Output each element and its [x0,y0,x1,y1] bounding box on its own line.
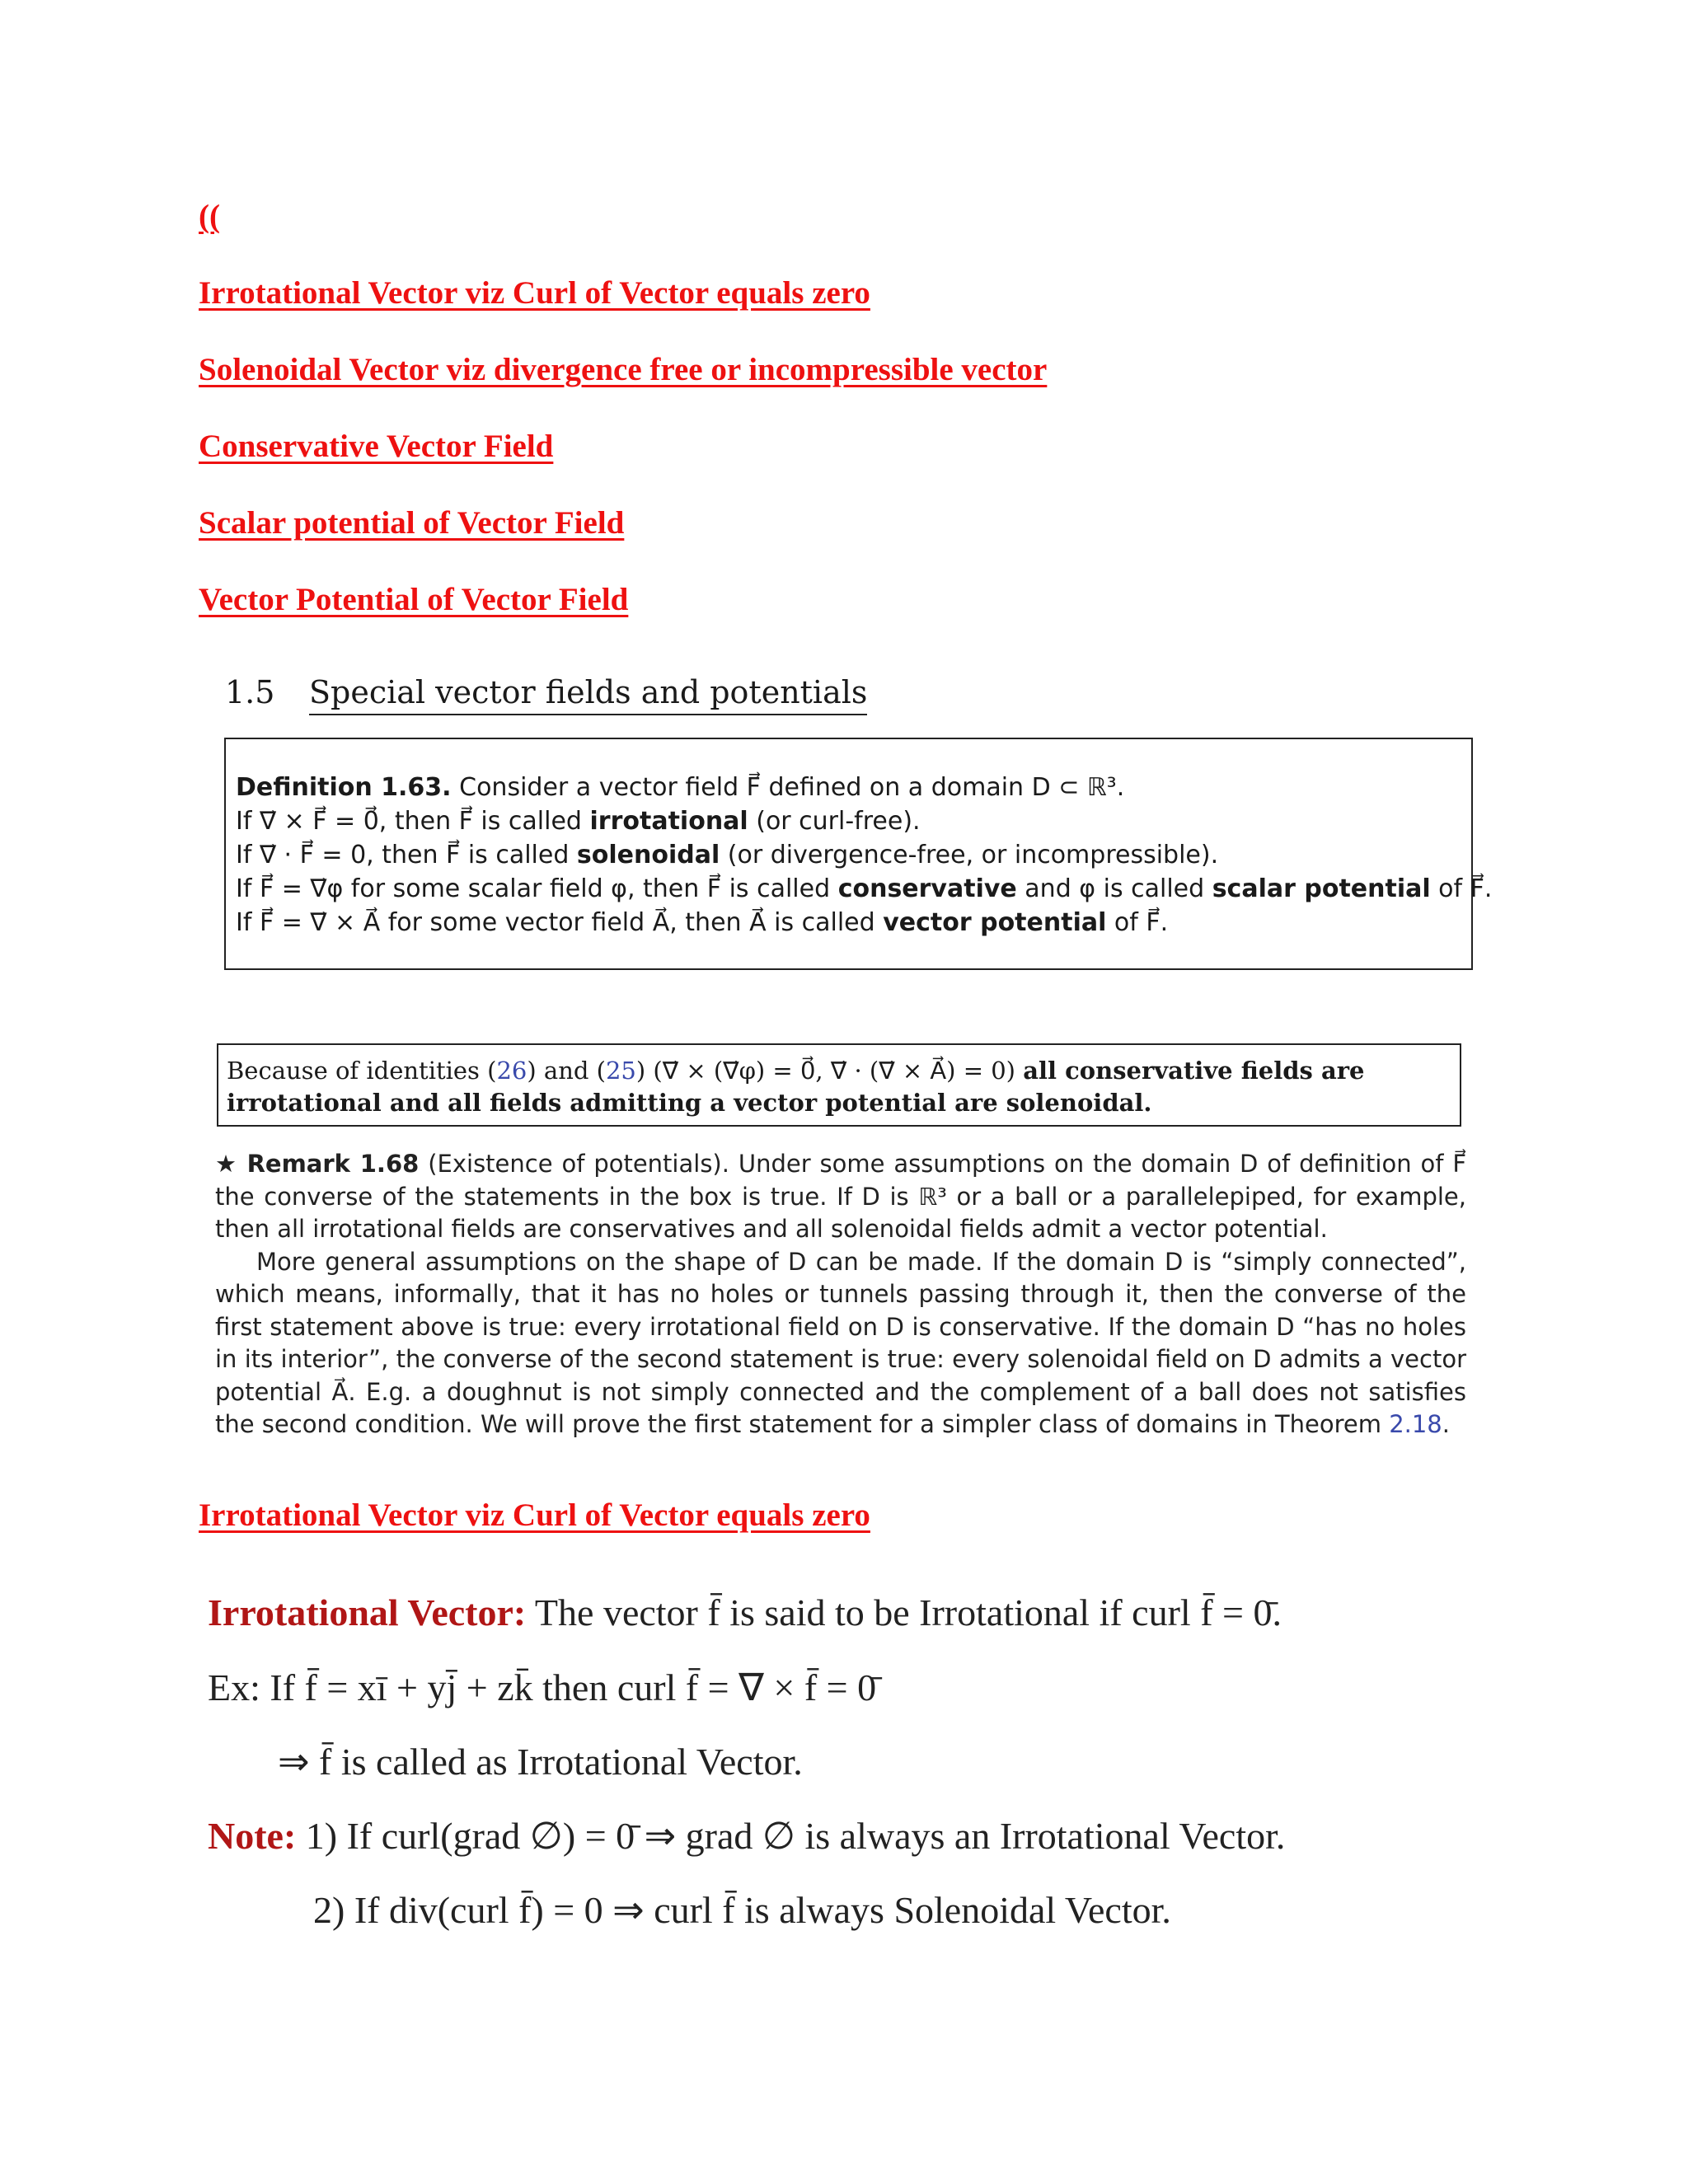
link-conservative-field[interactable]: Conservative Vector Field [199,429,554,464]
definition-text-5b: of F⃗. [1106,908,1169,937]
irrotational-definition: The vector f̄ is said to be Irrotational if curl f̄ = 0̄. [534,1591,1282,1633]
definition-text-2a: If ∇⃗ × F⃗ = 0⃗, then F⃗ is called [236,807,590,836]
identities-text-b: ) and ( [527,1057,606,1085]
remark-paragraph-1 [215,1148,1466,1246]
remark-text-1: Under some assumptions on the domain D of definition of F⃗ the converse of the statements in the box is true. If D is ℝ³ or a ball or a parallelepiped, for example, then all irrotational fields are conservatives and all solenoidal fields admit a vector potential. [215,1150,1467,1243]
irrotational-note-1 [208,1813,1285,1858]
star-icon: ★ [215,1150,238,1178]
note-label: Note: [208,1815,297,1857]
definition-label: Definition 1.63. [236,773,452,802]
section-title: Special vector fields and potentials [309,674,867,715]
definition-line-1 [236,771,1461,804]
identities-line-2: irrotational and all fields admitting a vector potential are solenoidal. [227,1089,1152,1117]
link-solenoidal-vector[interactable]: Solenoidal Vector viz divergence free or incompressible vector [199,352,1048,387]
section-number: 1.5 [225,674,275,710]
remark-paragraph-2 [215,1246,1466,1441]
remark-block [215,1148,1466,1441]
theorem-ref-2-18[interactable]: 2.18 [1389,1410,1442,1438]
definition-text-1: Consider a vector field F⃗ defined on a domain D ⊂ ℝ³. [459,773,1125,802]
link-vector-potential[interactable]: Vector Potential of Vector Field [199,582,629,617]
identities-text-a: Because of identities ( [227,1057,497,1085]
remark-title: (Existence of potentials). [428,1150,729,1178]
definition-text-3b: (or divergence-free, or incompressible). [720,841,1219,869]
definition-line-5 [236,906,1461,940]
section-heading [225,674,867,710]
term-vector-potential: vector potential [883,908,1107,937]
term-scalar-potential: scalar potential [1212,874,1431,903]
irrotational-note-2: 2) If div(curl f̄) = 0 ⇒ curl f̄ is always Solenoidal Vector. [313,1889,1171,1931]
equation-ref-26[interactable]: 26 [496,1057,528,1085]
irrotational-line-1 [208,1591,1282,1634]
definition-text-4b: and φ is called [1016,874,1212,903]
note-1-text: 1) If curl(grad ∅) = 0̄ ⇒ grad ∅ is always an Irrotational Vector. [305,1815,1286,1857]
remark-text-2: More general assumptions on the shape of D can be made. If the domain D is “simply connected”, which means, informally, that it has no holes or tunnels passing through it, then the converse of the first statement above is true: every irrotational field on D is conservative. If the domain D “has no holes in its interior”, the converse of the second statement is true: every solenoidal field on D admits a vector potential A⃗. E.g. a doughnut is not simply connected and the complement of a ball does not satisfies the second condition. We will prove the first statement for a simpler class of domains in Theorem [215,1247,1466,1438]
irrotational-example: Ex: If f̄ = xī + yj̄ + zk̄ then curl f̄ = ∇ × f̄ = 0̄ [208,1666,877,1708]
top-marker-link[interactable]: (( [199,199,220,234]
remark-text-end: . [1442,1410,1450,1438]
remark-label: Remark 1.68 [246,1150,420,1178]
definition-box [224,738,1493,970]
identities-text-bold: all conservative fields are [1023,1057,1365,1085]
definition-text-4a: If F⃗ = ∇⃗φ for some scalar field φ, then F⃗ is called [236,874,838,903]
term-conservative: conservative [837,874,1017,903]
link-scalar-potential[interactable]: Scalar potential of Vector Field [199,505,625,541]
identities-formula: ) (∇⃗ × (∇⃗φ) = 0⃗, ∇⃗ · (∇⃗ × A⃗) = 0) [635,1057,1024,1085]
definition-line-4 [236,872,1493,906]
definition-line-2 [236,804,1461,838]
term-irrotational: irrotational [589,807,748,836]
definition-text-2b: (or curl-free). [748,807,921,836]
link-irrotational-vector-bottom[interactable]: Irrotational Vector viz Curl of Vector equals zero [199,1497,870,1533]
identities-box [217,1043,1461,1127]
link-irrotational-vector[interactable]: Irrotational Vector viz Curl of Vector equals zero [199,275,870,311]
identities-line-1 [227,1055,1450,1087]
definition-text-3a: If ∇⃗ · F⃗ = 0, then F⃗ is called [236,841,577,869]
irrotational-implies: ⇒ f̄ is called as Irrotational Vector. [278,1741,803,1783]
definition-text-5a: If F⃗ = ∇⃗ × A⃗ for some vector field A⃗, then A⃗ is called [236,908,884,937]
irrotational-heading: Irrotational Vector: [208,1591,527,1633]
term-solenoidal: solenoidal [576,841,720,869]
definition-line-3 [236,838,1461,872]
equation-ref-25[interactable]: 25 [605,1057,636,1085]
definition-text-4c: of F⃗. [1430,874,1493,903]
